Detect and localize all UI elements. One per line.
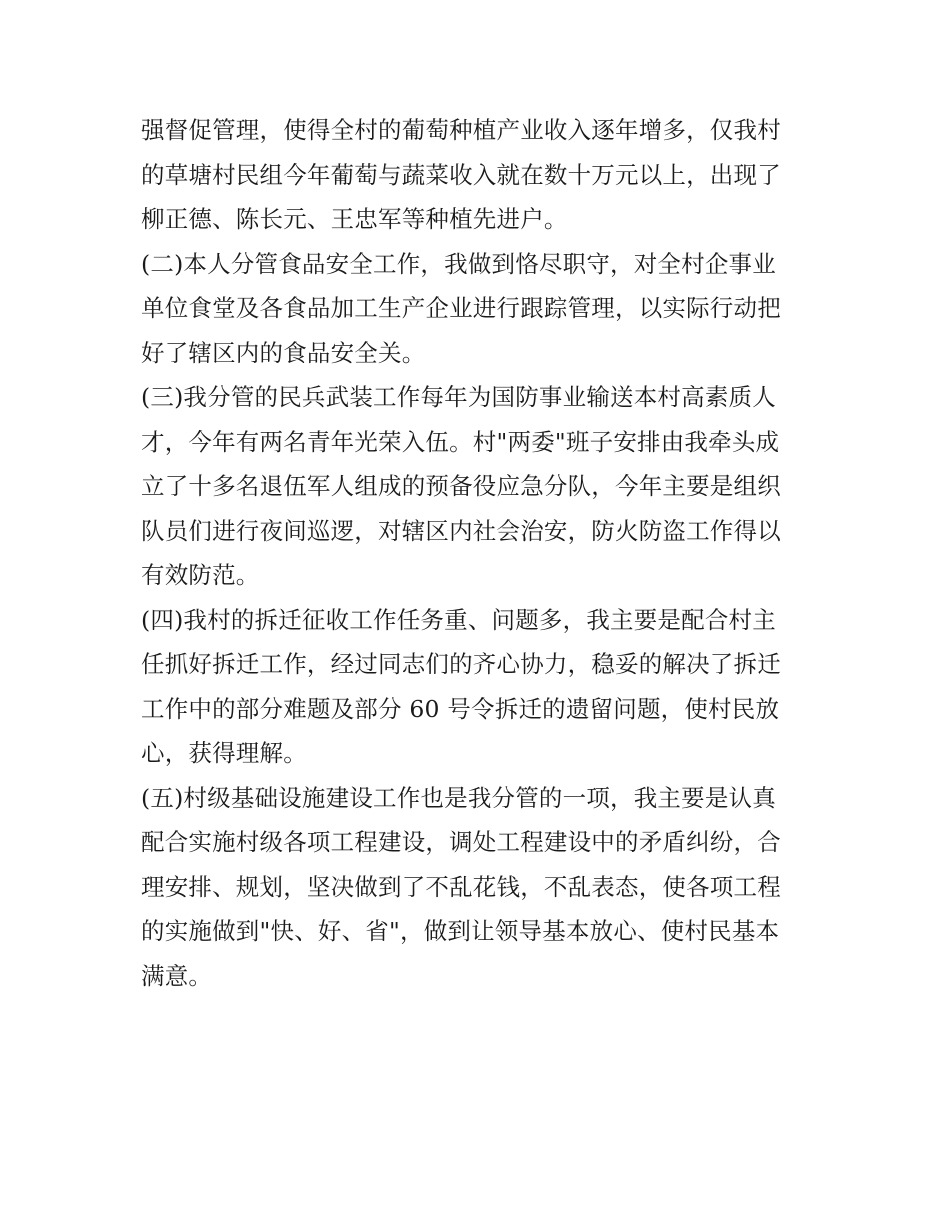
text-line: 工作中的部分难题及部分 60 号令拆迁的遗留问题，使村民放 — [141, 694, 780, 723]
text-line: 的草塘村民组今年葡萄与蔬菜收入就在数十万元以上，出现了 — [141, 160, 781, 189]
text-line: 有效防范。 — [141, 561, 260, 589]
text-line: 的实施做到"快、好、省"，做到让领导基本放心、使村民基本 — [141, 917, 780, 945]
text-line: 单位食堂及各食品加工生产企业进行跟踪管理，以实际行动把 — [141, 294, 781, 322]
text-line: (三)我分管的民兵武装工作每年为国防事业输送本村高素质人 — [141, 383, 776, 411]
paragraph-militia — [141, 375, 811, 598]
text-line: 队员们进行夜间巡逻，对辖区内社会治安，防火防盗工作得以 — [141, 516, 781, 545]
text-line: 才，今年有两名青年光荣入伍。村"两委"班子安排由我牵头成 — [141, 427, 780, 456]
paragraph-continued-grape-industry — [141, 108, 811, 242]
text-line: 配合实施村级各项工程建设，调处工程建设中的矛盾纠纷，合 — [141, 828, 781, 856]
text-line: (二)本人分管食品安全工作，我做到恪尽职守，对全村企事业 — [141, 249, 776, 278]
text-line: 立了十多名退伍军人组成的预备役应急分队，今年主要是组织 — [141, 472, 781, 500]
text-line: 心，获得理解。 — [141, 739, 307, 767]
paragraph-infrastructure — [141, 776, 811, 999]
text-line: (四)我村的拆迁征收工作任务重、问题多，我主要是配合村主 — [141, 605, 776, 634]
text-line: 任抓好拆迁工作，经过同志们的齐心协力，稳妥的解决了拆迁 — [141, 650, 781, 678]
text-line: 理安排、规划，坚决做到了不乱花钱，不乱表态，使各项工程 — [141, 872, 781, 901]
text-line: 强督促管理，使得全村的葡萄种植产业收入逐年增多，仅我村 — [141, 116, 781, 144]
paragraph-demolition — [141, 598, 811, 776]
text-line: 柳正德、陈长元、王忠军等种植先进户。 — [141, 205, 568, 233]
text-line: (五)村级基础设施建设工作也是我分管的一项，我主要是认真 — [141, 783, 776, 812]
document-body — [141, 108, 811, 998]
text-line: 满意。 — [141, 961, 213, 990]
paragraph-food-safety — [141, 242, 811, 376]
text-line: 好了辖区内的食品安全关。 — [141, 338, 426, 367]
